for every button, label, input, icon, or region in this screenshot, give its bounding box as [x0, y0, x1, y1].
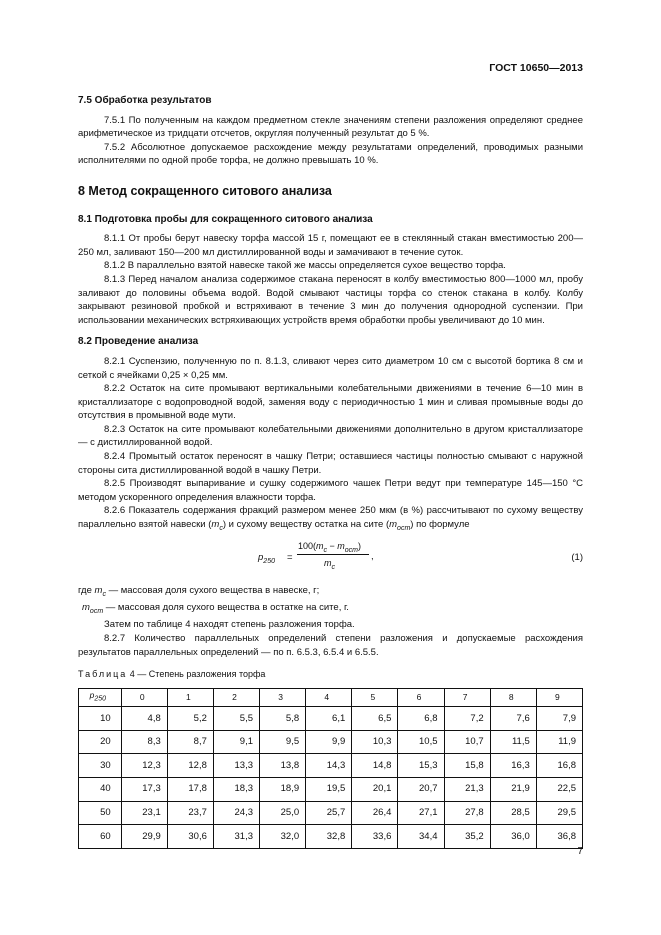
table-cell: 16,3: [490, 754, 536, 778]
table-cell: 7,2: [444, 707, 490, 731]
table-row: [79, 754, 583, 778]
formula-lhs: $p_{250}$: [258, 551, 275, 565]
row-label: 50: [79, 801, 122, 825]
formula-equals: =: [287, 551, 293, 563]
table-column-header: 5: [352, 688, 398, 706]
formula-comma: ,: [371, 550, 374, 562]
definition-most: $m_{ост}$ — массовая доля сухого вещества в остатке на сите, г.: [82, 602, 349, 615]
table-cell: 10,7: [444, 730, 490, 754]
table-cell: 32,0: [260, 825, 306, 849]
table-row: [79, 801, 583, 825]
table-corner-header: $p_{250}$: [79, 688, 122, 706]
row-label: 20: [79, 730, 122, 754]
table-cell: 10,3: [352, 730, 398, 754]
table-cell: 14,3: [306, 754, 352, 778]
table-cell: 23,7: [167, 801, 213, 825]
decomposition-table: [78, 688, 583, 849]
table-cell: 16,8: [536, 754, 582, 778]
table-cell: 30,6: [167, 825, 213, 849]
table-cell: 25,0: [260, 801, 306, 825]
table-cell: 15,3: [398, 754, 444, 778]
table-cell: 35,2: [444, 825, 490, 849]
table-cell: 6,8: [398, 707, 444, 731]
table-cell: 15,8: [444, 754, 490, 778]
table-cell: 19,5: [306, 777, 352, 801]
table-cell: 18,3: [213, 777, 259, 801]
table-cell: 17,3: [121, 777, 167, 801]
table-cell: 26,4: [352, 801, 398, 825]
formula-number: (1): [571, 551, 583, 563]
table-cell: 27,8: [444, 801, 490, 825]
formula-numerator: $100(m_c - m_{ост})$: [298, 540, 362, 554]
table-cell: 5,2: [167, 707, 213, 731]
table-cell: 24,3: [213, 801, 259, 825]
table-cell: 6,5: [352, 707, 398, 731]
row-label: 40: [79, 777, 122, 801]
table-cell: 27,1: [398, 801, 444, 825]
table-cell: 11,9: [536, 730, 582, 754]
definition-note: Затем по таблице 4 находят степень разложения торфа.: [104, 619, 355, 631]
paragraph-8-1-2: 8.1.2 В параллельно взятой навеске такой же массы определяется сухое вещество торфа.: [104, 260, 506, 272]
table-cell: 12,3: [121, 754, 167, 778]
table-cell: 11,5: [490, 730, 536, 754]
formula-denominator: $m_c$: [324, 557, 335, 571]
table-cell: 25,7: [306, 801, 352, 825]
formula-fraction-bar: [297, 554, 369, 555]
section-7-5-title: 7.5 Обработка результатов: [78, 95, 212, 106]
table-row: [79, 707, 583, 731]
table-column-header: 8: [490, 688, 536, 706]
paragraph-8-2-7: 8.2.7 Количество параллельных определений степени разложения и допускаемые расхождения результатов параллельных определений — по п. 6.5.3, 6.5.4 и 6.5.5.: [78, 633, 583, 658]
table-cell: 4,8: [121, 707, 167, 731]
page-content: [78, 94, 583, 849]
table-column-header: 2: [213, 688, 259, 706]
table-cell: 28,5: [490, 801, 536, 825]
table-cell: 9,5: [260, 730, 306, 754]
paragraph-7-5-1: 7.5.1 По полученным на каждом предметном стекле значениям степени разложения определяют среднее арифметическое из тридцати отсчетов, округляя полученный результат до 5 %.: [78, 114, 583, 140]
table-column-header: 4: [306, 688, 352, 706]
table-cell: 29,5: [536, 801, 582, 825]
table-row: [79, 777, 583, 801]
table-cell: 5,8: [260, 707, 306, 731]
table-cell: 20,7: [398, 777, 444, 801]
table-cell: 31,3: [213, 825, 259, 849]
table-cell: 14,8: [352, 754, 398, 778]
table-cell: 9,9: [306, 730, 352, 754]
table-cell: 34,4: [398, 825, 444, 849]
table-cell: 6,1: [306, 707, 352, 731]
paragraph-8-2-6: 8.2.6 Показатель содержания фракций размером менее 250 мкм (в %) рассчитывают по сухому веществу параллельно взятой навески $(m_c)$ и сухому веществу остатка на сите $(m_{ост})$ по формуле: [78, 505, 583, 532]
formula-definitions: [78, 584, 583, 633]
table-cell: 22,5: [536, 777, 582, 801]
definition-mc: где $m_c$ — массовая доля сухого вещества в навеске, г;: [78, 584, 320, 598]
section-8-2-title: 8.2 Проведение анализа: [78, 336, 199, 348]
table-column-header: 3: [260, 688, 306, 706]
table-cell: 23,1: [121, 801, 167, 825]
table-cell: 17,8: [167, 777, 213, 801]
table-column-header: 6: [398, 688, 444, 706]
table-cell: 7,6: [490, 707, 536, 731]
row-label: 30: [79, 754, 122, 778]
table-header-row: [79, 688, 583, 706]
table-cell: 36,0: [490, 825, 536, 849]
table-cell: 9,1: [213, 730, 259, 754]
paragraph-8-2-5: 8.2.5 Производят выпаривание и сушку содержимого чашек Петри ведут при температуре 145—150 °С методом ускоренного определения влажности торфа.: [78, 478, 583, 503]
table-cell: 12,8: [167, 754, 213, 778]
table-caption: Таблица 4 — Степень разложения торфа: [78, 669, 266, 680]
document-code: ГОСТ 10650—2013: [489, 62, 583, 74]
paragraph-8-2-4: 8.2.4 Промытый остаток переносят в чашку Петри; оставшиеся частицы полностью смывают с наружной стороны сита дистиллированной водой в чашку Петри.: [78, 451, 583, 476]
table-cell: 20,1: [352, 777, 398, 801]
table-column-header: 7: [444, 688, 490, 706]
table-cell: 13,8: [260, 754, 306, 778]
paragraph-7-5-2: 7.5.2 Абсолютное допускаемое расхождение между результатами определений, проводимых разными исполнителями по одной пробе торфа, не должно превышать 10 %.: [78, 141, 583, 167]
table-cell: 5,5: [213, 707, 259, 731]
paragraph-8-1-3: 8.1.3 Перед началом анализа содержимое стакана переносят в колбу вместимостью 800—1000 мл, пробу заливают до половины объема водой. Водой смывают частицы торфа со стенок стакана в колбу. Колбу закрывают резиновой пробкой и встряхивают в течение 3 мин до получения однородной суспензии. При использовании механических встряхивающих устройств время обработки пробы увеличивают до 10 мин.: [78, 273, 583, 326]
table-cell: 8,7: [167, 730, 213, 754]
paragraph-8-2-1: 8.2.1 Суспензию, полученную по п. 8.1.3, сливают через сито диаметром 10 см с высотой бортика 8 см и сеткой с ячейками 0,25 × 0,25 мм.: [78, 355, 583, 381]
formula-1: [78, 540, 583, 580]
section-8-1-title: 8.1 Подготовка пробы для сокращенного ситового анализа: [78, 213, 373, 225]
table-cell: 21,9: [490, 777, 536, 801]
table-cell: 7,9: [536, 707, 582, 731]
paragraph-8-1-1: 8.1.1 От пробы берут навеску торфа массой 15 г, помещают ее в стеклянный стакан вместимостью 200—250 мл, заливают 150—200 мл дистиллированной воды и замачивают в течение суток.: [78, 233, 583, 258]
table-column-header: 1: [167, 688, 213, 706]
table-cell: 8,3: [121, 730, 167, 754]
section-8-title: 8 Метод сокращенного ситового анализа: [78, 183, 332, 198]
paragraph-8-2-3: 8.2.3 Остаток на сите промывают колебательными движениями дополнительно в другом кристаллизаторе — с дистиллированной водой.: [78, 423, 583, 449]
table-cell: 21,3: [444, 777, 490, 801]
table-cell: 18,9: [260, 777, 306, 801]
table-cell: 33,6: [352, 825, 398, 849]
table-cell: 29,9: [121, 825, 167, 849]
table-cell: 13,3: [213, 754, 259, 778]
row-label: 10: [79, 707, 122, 731]
table-row: [79, 730, 583, 754]
table-column-header: 0: [121, 688, 167, 706]
table-row: [79, 825, 583, 849]
page-number: 7: [577, 846, 583, 857]
table-cell: 32,8: [306, 825, 352, 849]
row-label: 60: [79, 825, 122, 849]
table-cell: 10,5: [398, 730, 444, 754]
paragraph-8-2-2: 8.2.2 Остаток на сите промывают вертикальными колебательными движениями в течение 6—10 мин в кристаллизаторе с водопроводной водой, заменяя воду с периодичностью 1 мин и сливая промывные воды до отсутствия в промывной воде мути.: [78, 383, 583, 422]
table-column-header: 9: [536, 688, 582, 706]
table-cell: 36,8: [536, 825, 582, 849]
